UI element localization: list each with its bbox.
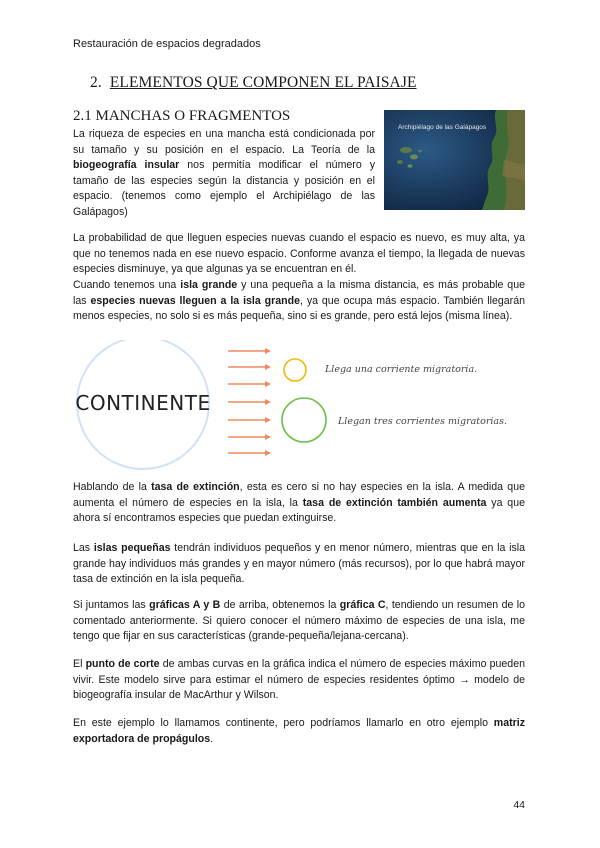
small-island-circle [284, 359, 306, 381]
arrow [228, 348, 271, 354]
island-migration-diagram [73, 340, 525, 475]
section-title [90, 74, 417, 92]
page-number: 44 [513, 799, 525, 811]
text-run: Cuando tenemos una [73, 279, 181, 291]
text-run: tendrán individuos pequeños y en menor número, mientras que en la isla grande hay individuos más grandes y en mayor número (más recursos), por lo que habrá mayor tasa de extinción en la isla pequeña. [73, 542, 526, 585]
text-run: El [73, 658, 86, 670]
text-run: y una pequeña a la misma distancia, es más probable que las [73, 279, 525, 307]
paragraph-2 [73, 231, 525, 278]
paragraph-6 [73, 598, 525, 645]
text-run: Si juntamos las [73, 599, 150, 611]
page-header: Restauración de espacios degradados [73, 38, 261, 50]
text-run: , tendiendo un resumen de lo comentado anteriormente. Si quiero conocer el número máximo de especies de una isla, me tengo que fijar en sus características (grande-pequeña/lejana-cercana). [73, 599, 525, 642]
bold-text: gráficas A y B [149, 599, 221, 611]
text-run: de arriba, obtenemos la [220, 599, 340, 611]
text-run: , esta es cero si no hay especies en la isla. A medida que aumenta el número de especies en la isla, la [73, 481, 525, 509]
arrow [228, 381, 271, 387]
paragraph-3 [73, 278, 525, 325]
large-island-circle [282, 398, 326, 442]
text-run: Las [73, 542, 94, 554]
bold-text: tasa de extinción también aumenta [302, 496, 487, 509]
bold-text: islas pequeñas [93, 542, 171, 554]
bold-text: isla grande [180, 279, 238, 291]
subsection-title: 2.1 MANCHAS O FRAGMENTOS [73, 108, 291, 124]
arrow [228, 364, 271, 370]
text-run: de ambas curvas en la gráfica indica el número de especies máximo pueden vivir. Este modelo sirve para estimar el número de especies residentes óptimo → modelo de biogeografía insular de MacArthur y Wilson. [73, 658, 525, 701]
text-run: , ya que ocupa más espacio. También llegarán menos especies, no solo si es más pequeña, sino si es grande, pero está lejos (misma línea). [73, 294, 525, 322]
paragraph-7 [73, 657, 525, 704]
bold-text: biogeografía insular [73, 159, 180, 171]
paragraph-8 [73, 716, 525, 747]
arrow [228, 399, 271, 405]
arrow-group [228, 348, 271, 456]
text-run: La riqueza de especies en una mancha está condicionada por su tamaño y su posición en el espacio. La Teoría de la [73, 128, 375, 156]
text-run: nos permitía modificar el número y tamaño de las especies según la distancia y posición en el espacio. (tenemos como ejemplo el Archipiélago de las Galápagos) [73, 159, 375, 218]
small-island-label: Llega una corriente migratoria. [325, 364, 478, 375]
paragraph-1 [73, 127, 375, 220]
bold-text: tasa de extinción [151, 481, 240, 493]
bold-text: punto de corte [85, 658, 160, 670]
text-run: En este ejemplo lo llamamos continente, pero podríamos llamarlo en otro ejemplo [73, 717, 494, 729]
bold-text: matriz exportadora de propágulos [73, 717, 525, 745]
large-island-label: Llegan tres corrientes migratorias. [338, 416, 507, 427]
arrow [228, 417, 271, 423]
section-number: 2. [90, 74, 102, 91]
text-run: La probabilidad de que lleguen especies nuevas cuando el espacio es nuevo, es muy alta, ya que no tenemos nada en ese nuevo espacio. Conforme avanza el tiempo, la llegada de nuevas especies disminuye, ya que algunas ya se encuentran en él. [73, 232, 525, 275]
paragraph-4 [73, 480, 525, 527]
text-run: ya que ahora sí encontramos especies que puedan extinguirse. [73, 496, 525, 524]
arrow [228, 434, 271, 440]
bold-text: especies nuevas lleguen a la isla grande [90, 294, 300, 307]
text-run: . [210, 732, 214, 745]
galapagos-map-image [384, 110, 525, 210]
map-label: Archipiélago de las Galápagos [398, 124, 487, 131]
bold-text: gráfica C [339, 599, 386, 611]
continent-label: CONTINENTE [75, 391, 211, 415]
text-run: Hablando de la [73, 481, 152, 493]
section-title-text: ELEMENTOS QUE COMPONEN EL PAISAJE [109, 74, 417, 91]
paragraph-5 [73, 541, 525, 588]
arrow [228, 450, 271, 456]
